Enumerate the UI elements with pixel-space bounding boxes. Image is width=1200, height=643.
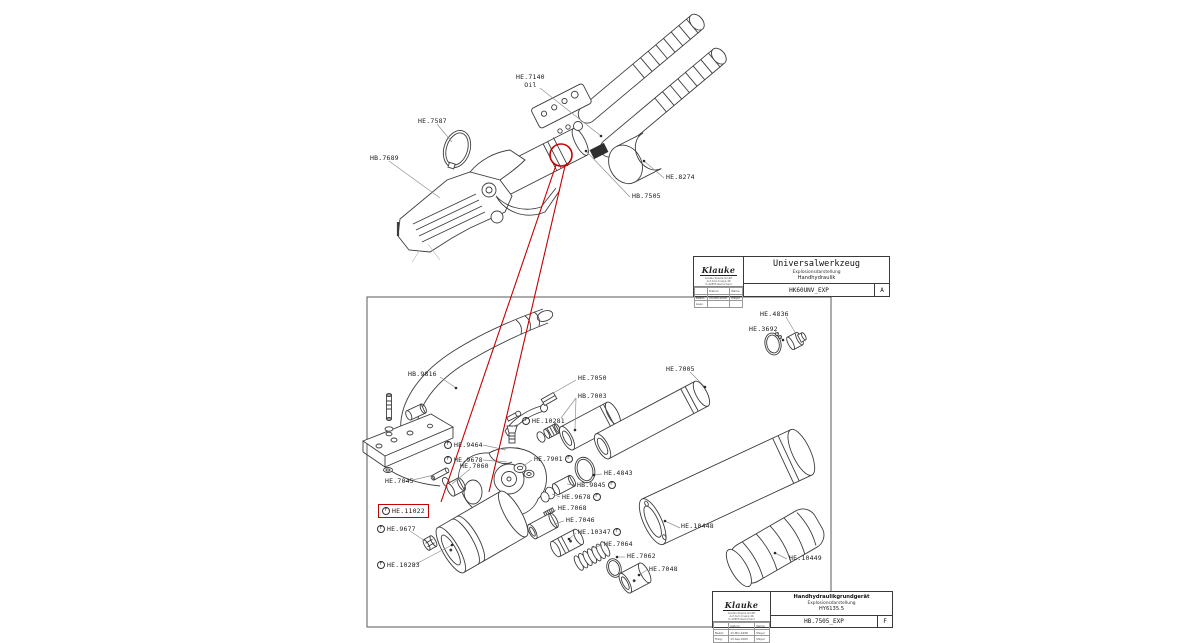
part-number: HE.7140	[516, 73, 545, 81]
part-label-he9677	[377, 525, 416, 533]
circled-f-marker: F	[382, 507, 390, 515]
part-number: HE.7060	[460, 462, 489, 470]
part-label-he7005	[666, 366, 695, 373]
klauke-logo: Klauke	[724, 600, 759, 610]
part-label-he7062	[627, 553, 656, 560]
revision-letter: A	[874, 284, 889, 296]
part-label-he4836	[760, 311, 789, 318]
title-block-lower-logo-cell	[713, 592, 771, 642]
part-number: HB.9816	[408, 370, 437, 378]
part-label-hb7689	[370, 155, 399, 162]
part-label-he9464	[444, 441, 483, 449]
circled-f-marker: F	[613, 528, 621, 536]
part-number: HE.4836	[760, 310, 789, 318]
address-line: Gustav Klauke GmbH	[704, 277, 733, 280]
address-line: Gustav Klauke GmbH	[727, 612, 756, 615]
part-number: HE.7050	[578, 374, 607, 382]
part-number: HB.7003	[578, 392, 607, 400]
part-number: HE.7048	[649, 565, 678, 573]
circled-f-marker: F	[565, 455, 573, 463]
part-number: HE.7062	[627, 552, 656, 560]
part-label-he7050	[578, 375, 607, 382]
part-number: HE.4843	[604, 469, 633, 477]
part-number: HB.9845	[577, 480, 606, 489]
drawing-subtitle: Explosionsdarstellung	[792, 269, 841, 275]
part-label-hb9845	[577, 481, 616, 489]
part-label-he7045	[385, 478, 414, 485]
part-number: HE.7068	[558, 504, 587, 512]
circled-f-marker: F	[593, 493, 601, 501]
document-number: HB.7505_EXP	[804, 618, 844, 625]
part-label-subtext: Oil	[524, 80, 537, 89]
part-number: HB.7505	[632, 192, 661, 200]
part-number: HE.7901	[534, 454, 563, 463]
circled-f-marker: F	[522, 417, 530, 425]
document-number: HK60UNV_EXP	[789, 286, 829, 294]
address-line: Auf dem Knapp 46	[706, 280, 731, 284]
title-block-upper-text-cell	[744, 257, 889, 296]
circled-f-marker: F	[608, 481, 616, 489]
klauke-logo: Klauke	[701, 265, 736, 275]
part-label-he8274	[666, 174, 695, 181]
title-block-lower-text-cell	[771, 592, 892, 627]
part-label-he11022	[378, 504, 429, 518]
part-number: HE.10283	[387, 560, 420, 569]
title-block-upper-logo-cell	[694, 257, 744, 307]
part-label-he10347	[578, 528, 621, 536]
drawing-title: Handhydraulikgrundgerät	[793, 594, 870, 600]
part-label-he7068	[558, 505, 587, 512]
revision-table: Datum Name Bearb. 20.Mrz.2006 Mayer Gepr.	[694, 287, 743, 308]
part-label-he9678	[562, 493, 601, 501]
part-label-he7140	[516, 74, 545, 88]
circled-f-marker: F	[377, 561, 385, 569]
part-number: HE.9678	[562, 492, 591, 501]
address-line: D-42855 Remscheid	[705, 283, 732, 287]
part-label-hb9816	[408, 371, 437, 378]
part-number: HE.7045	[385, 477, 414, 485]
part-number: HE.7046	[566, 516, 595, 524]
title-block-upper	[693, 256, 890, 307]
part-number: HE.9677	[387, 524, 416, 533]
address-line: D-42855 Remscheid	[728, 618, 755, 622]
address-line: Auf dem Knapp 46	[729, 615, 754, 619]
part-number: HE.7005	[666, 365, 695, 373]
part-number: HE.10281	[532, 416, 565, 425]
part-label-he10283	[377, 561, 420, 569]
drawing-variant: Handhydraulik	[797, 275, 836, 282]
circled-f-marker: F	[444, 456, 452, 464]
part-label-he7048	[649, 566, 678, 573]
part-label-he7046	[566, 517, 595, 524]
part-label-he7587	[418, 118, 447, 125]
title-block-lower	[712, 591, 893, 642]
part-number: HE.8274	[666, 173, 695, 181]
part-number: HB.7689	[370, 154, 399, 162]
part-label-he3692	[749, 326, 778, 333]
drawing-title: Universalwerkzeug	[773, 259, 860, 269]
part-label-he10449	[789, 555, 822, 562]
drawing-variant: HY6135.5	[818, 606, 845, 612]
part-number: HE.10448	[681, 522, 714, 530]
drawing-subtitle: Explosionsdarstellung	[807, 600, 856, 606]
part-label-he7060	[460, 463, 489, 470]
part-number: HE.10449	[789, 554, 822, 562]
part-number: HE.9678	[454, 455, 483, 464]
part-label-he4843	[604, 470, 633, 477]
circled-f-marker: F	[444, 441, 452, 449]
part-label-he10281	[522, 417, 565, 425]
circled-f-marker: F	[377, 525, 385, 533]
part-number: HE.7587	[418, 117, 447, 125]
part-label-hb7505	[632, 193, 661, 200]
part-label-he10448	[681, 523, 714, 530]
part-number: HE.7064	[604, 540, 633, 548]
part-number: HE.9464	[454, 440, 483, 449]
part-number: HE.10347	[578, 527, 611, 536]
part-label-he7064	[604, 541, 633, 548]
part-number: HE.11022	[392, 506, 425, 515]
part-label-hb7003	[578, 393, 607, 400]
part-number: HE.3692	[749, 325, 778, 333]
revision-letter: F	[877, 616, 892, 627]
revision-table: Datum Name Bearb. 13.Mrz.1998 Mayer Freig. 13.Sep.2005 Mayer	[713, 622, 770, 643]
part-label-he7901	[534, 455, 573, 463]
